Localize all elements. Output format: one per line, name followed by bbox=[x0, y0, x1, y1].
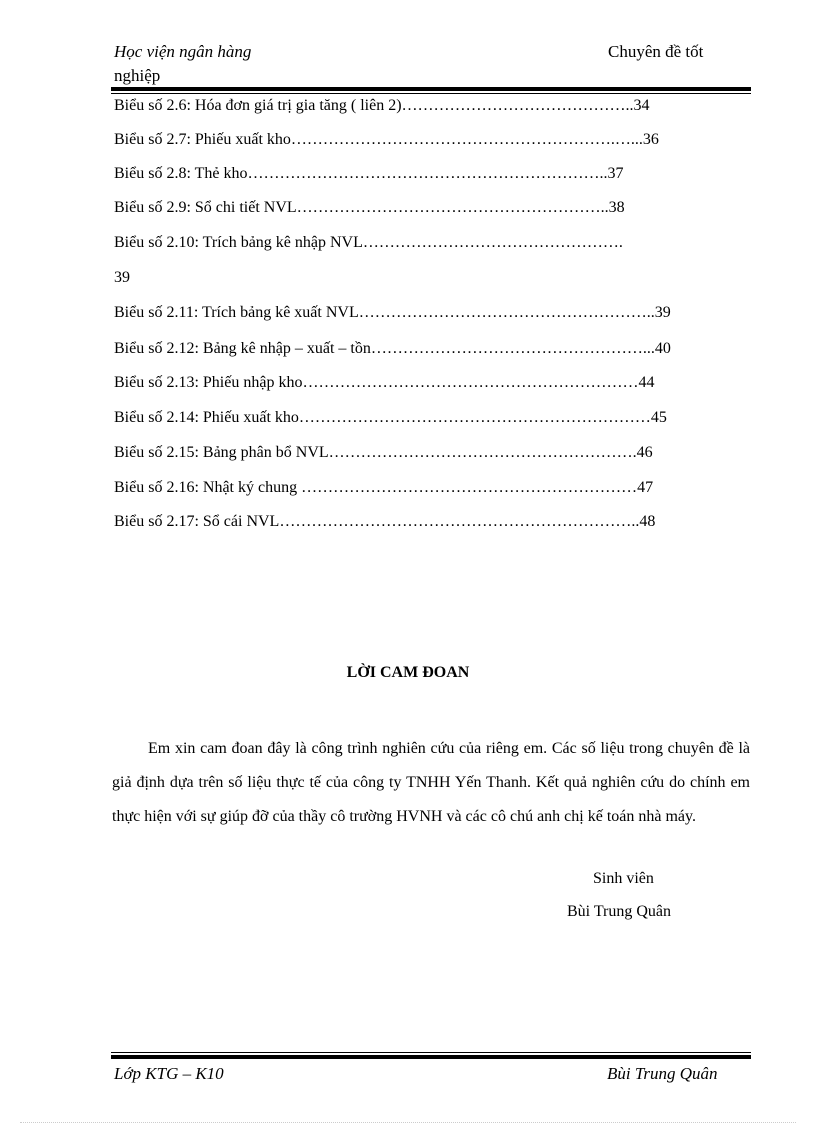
signature-name: Bùi Trung Quân bbox=[567, 903, 672, 920]
toc-entry: Biểu số 2.10: Trích bảng kê nhập NVL…………………………………………. bbox=[114, 234, 623, 251]
footer-rule-thick bbox=[111, 1055, 751, 1059]
declaration-text: Em xin cam đoan đây là công trình nghiên cứu của riêng em. Các số liệu trong chuyên đề là giả định dựa trên số liệu thực tế của công ty TNHH Yến Thanh. Kết quả nghiên cứu do chính em thực hiện với sự giúp đỡ của thầy cô trường HVNH và các cô chú anh chị kế toán nhà máy. bbox=[112, 740, 750, 825]
header-rule-thick bbox=[111, 87, 751, 91]
footer-rule-thin bbox=[111, 1052, 751, 1053]
toc-entry: Biểu số 2.11: Trích bảng kê xuất NVL………………………………………………..39 bbox=[114, 304, 671, 321]
header-rule-thin bbox=[111, 93, 751, 94]
toc-entry: Biểu số 2.9: Sổ chi tiết NVL…………………………………………………..38 bbox=[114, 199, 625, 216]
toc-entry: Biểu số 2.12: Bảng kê nhập – xuất – tồn……………………………………………...40 bbox=[114, 340, 671, 357]
footer-author: Bùi Trung Quân bbox=[607, 1064, 718, 1083]
signature-role: Sinh viên bbox=[593, 870, 654, 887]
toc-entry: Biểu số 2.14: Phiếu xuất kho…………………………………………………………45 bbox=[114, 409, 667, 426]
toc-entry: Biểu số 2.7: Phiếu xuất kho…………………………………………………….…...36 bbox=[114, 131, 659, 148]
header-title: Chuyên đề tốt bbox=[608, 42, 704, 61]
toc-entry-wrap: 39 bbox=[114, 269, 130, 286]
declaration-body bbox=[112, 732, 750, 834]
toc-entry: Biểu số 2.16: Nhật ký chung ………………………………………………………47 bbox=[114, 479, 654, 496]
header-continuation: nghiệp bbox=[114, 66, 161, 85]
footer-class: Lớp KTG – K10 bbox=[114, 1064, 224, 1083]
toc-entry: Biểu số 2.13: Phiếu nhập kho………………………………………………………44 bbox=[114, 374, 655, 391]
header-institution: Học viện ngân hàng bbox=[114, 42, 252, 61]
toc-entry: Biểu số 2.8: Thẻ kho…………………………………………………………..37 bbox=[114, 165, 624, 182]
toc-entry: Biểu số 2.17: Sổ cái NVL…………………………………………………………..48 bbox=[114, 513, 656, 530]
toc-entry: Biểu số 2.15: Bảng phân bổ NVL………………………………………………….46 bbox=[114, 444, 653, 461]
declaration-title: LỜI CAM ĐOAN bbox=[346, 664, 470, 681]
toc-entry: Biểu số 2.6: Hóa đơn giá trị gia tăng ( liên 2)……………………………………..34 bbox=[114, 97, 650, 114]
